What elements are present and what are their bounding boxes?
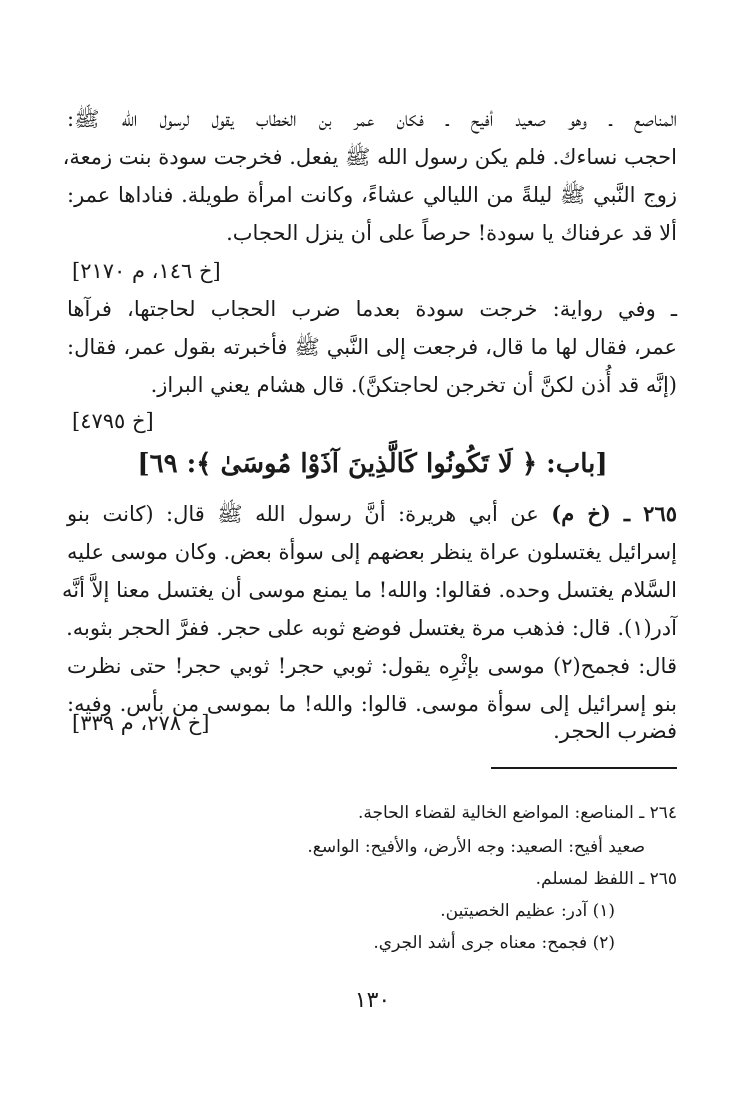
text-line: المناصع ـ وهو صعيد أفيح ـ فكان عمر بن الخطاب يقول لرسول الله ﷺ: [67, 107, 677, 131]
text-line [67, 499, 677, 529]
text-line: (إنَّه قد أُذن لكنَّ أن تخرجن لحاجتكنَّ). قال هشام يعني البراز. [150, 373, 677, 397]
hadith-number: ٢٦٥ ـ (خ م) [551, 501, 678, 526]
hadith-reference: [خ ١٤٦، م ٢١٧٠] [72, 259, 221, 283]
text-line: ألا قد عرفناك يا سودة! حرصاً على أن ينزل الحجاب. [226, 221, 677, 245]
footnote: (١) آدر: عظيم الخصيتين. [440, 901, 615, 921]
hadith-reference: [خ ٢٧٨، م ٣٣٩] [72, 711, 210, 735]
text-line: فضرب الحجر. [553, 719, 677, 743]
hadith-reference: [خ ٤٧٩٥] [72, 409, 154, 433]
text-line: احجب نساءك. فلم يكن رسول الله ﷺ يفعل. فخرجت سودة بنت زمعة، [62, 145, 677, 169]
text-line: قال: فجمح(٢) موسى بإثْرِه يقول: ثوبي حجر! ثوبي حجر! حتى نظرت [67, 654, 677, 678]
footnote: ٢٦٥ ـ اللفظ لمسلم. [535, 869, 677, 889]
footnote: (٢) فجمح: معناه جرى أشد الجري. [373, 933, 615, 953]
page-number: ١٣٠ [354, 988, 391, 1013]
footnote: صعيد أفيح: الصعيد: وجه الأرض، والأفيح: الواسع. [307, 837, 645, 857]
chapter-heading: [باب: ﴿ لَا تَكُونُوا كَالَّذِينَ آذَوْا مُوسَىٰ ﴾: ٦٩] [137, 449, 608, 479]
text-line: ـ وفي رواية: خرجت سودة بعدما ضرب الحجاب لحاجتها، فرآها [67, 297, 677, 321]
text-line: إسرائيل يغتسلون عراة ينظر بعضهم إلى سوأة بعض. وكان موسى عليه [67, 540, 677, 564]
footnote-separator [491, 767, 677, 769]
footnote: ٢٦٤ ـ المناصع: المواضع الخالية لقضاء الحاجة. [357, 803, 677, 823]
text-line: السَّلام يغتسل وحده. فقالوا: والله! ما يمنع موسى أن يغتسل معنا إلاَّ أنَّه [61, 578, 677, 602]
text-line: آدر(١). قال: فذهب مرة يغتسل فوضع ثوبه على حجر. ففرَّ الحجر بثوبه. [66, 616, 677, 640]
text-line: عمر، فقال لها ما قال، فرجعت إلى النَّبي ﷺ فأخبرته بقول عمر، فقال: [67, 335, 677, 359]
text-line: بنو إسرائيل إلى سوأة موسى. قالوا: والله! ما بموسى من بأس. وفيه: [67, 692, 677, 716]
hadith-text: عن أبي هريرة: أنَّ رسول الله ﷺ قال: (كانت بنو [67, 502, 539, 526]
text-line: زوج النَّبي ﷺ ليلةً من الليالي عشاءً، وكانت امرأة طويلة. فناداها عمر: [67, 183, 677, 207]
